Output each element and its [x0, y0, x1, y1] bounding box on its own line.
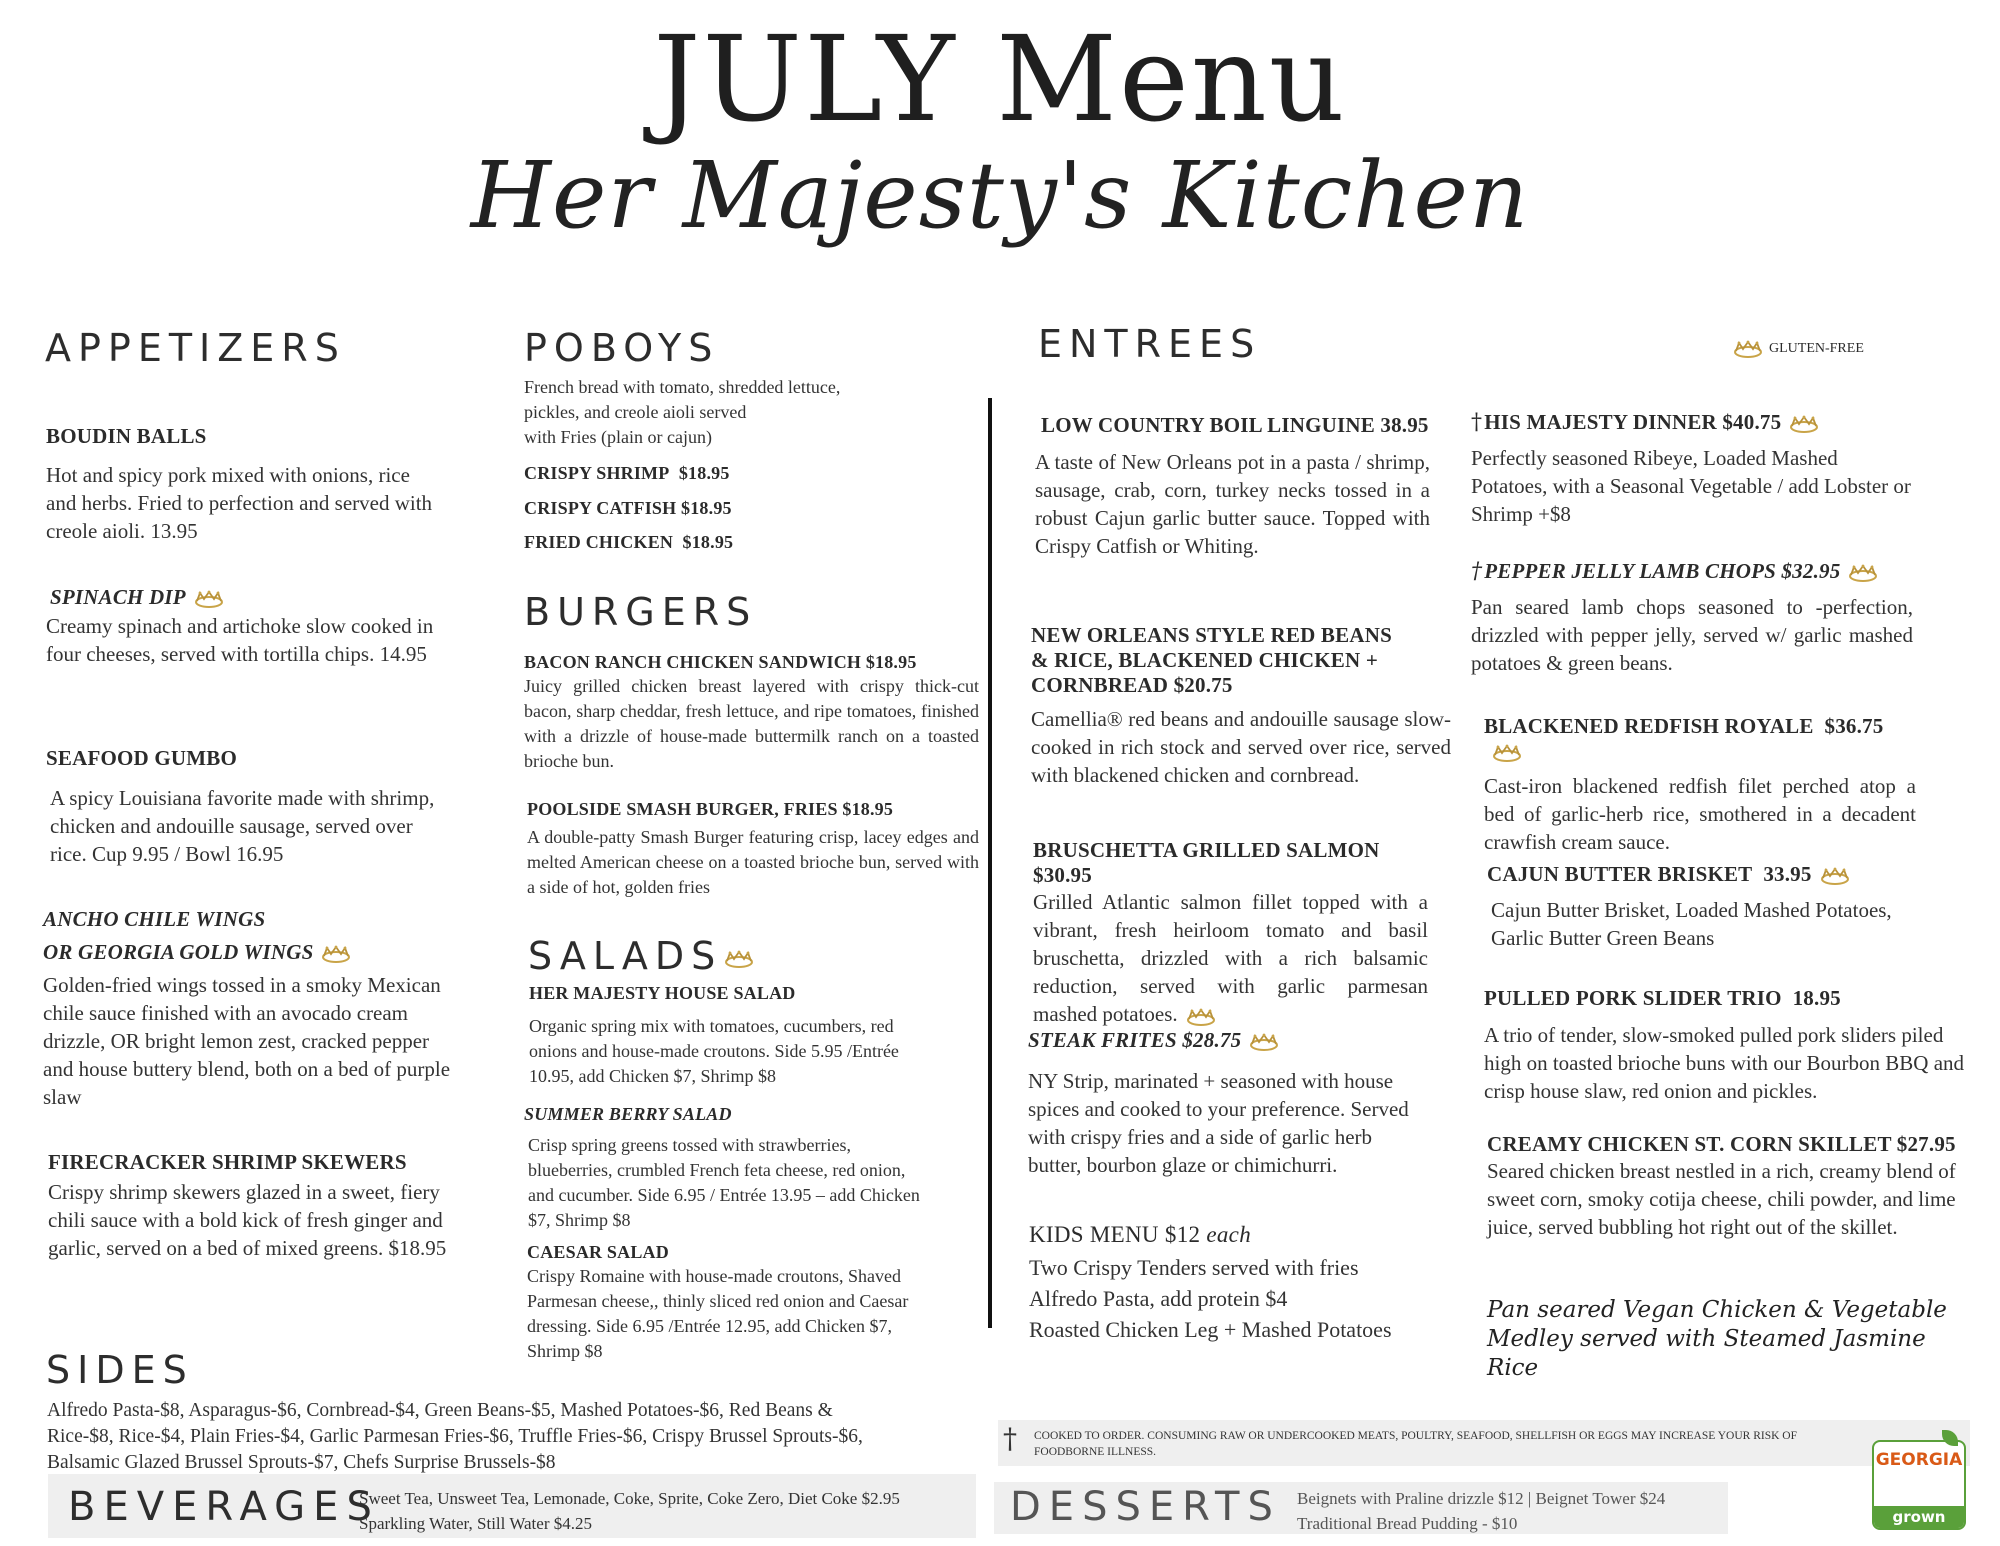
item-name: SEAFOOD GUMBO [46, 746, 238, 770]
poboys-list [524, 463, 944, 554]
crown-icon [1820, 867, 1850, 885]
kids-menu-lines: Two Crispy Tenders served with fries Alfredo Pasta, add protein $4 Roasted Chicken Leg + Mashed Potatoes [1029, 1255, 1392, 1342]
beverages-heading: BEVERAGES [68, 1484, 380, 1530]
entree-item [1487, 862, 1927, 952]
appetizer-item [48, 1150, 473, 1262]
desserts-heading: DESSERTS [1010, 1484, 1281, 1530]
item-name-line: ANCHO CHILE WINGS [43, 907, 266, 931]
poboy-item: FRIED CHICKEN $18.95 [524, 532, 734, 553]
item-name: CAJUN BUTTER BRISKET 33.95 [1487, 862, 1927, 887]
salad-item [524, 1104, 929, 1233]
burger-item [527, 799, 979, 900]
dagger-icon: † [1003, 1422, 1017, 1455]
crown-icon [1789, 415, 1819, 433]
crown-icon [1249, 1033, 1279, 1051]
item-description: Cajun Butter Brisket, Loaded Mashed Potatoes, Garlic Butter Green Beans [1491, 898, 1892, 951]
entrees-heading: ENTREES [1038, 322, 1262, 366]
crown-icon [194, 590, 224, 608]
appetizers-heading: APPETIZERS [45, 326, 346, 370]
item-name: BLACKENED REDFISH ROYALE $36.75 [1484, 714, 1916, 764]
entree-item [1484, 986, 1966, 1105]
poboy-item: CRISPY SHRIMP $18.95 [524, 463, 730, 483]
crown-icon [1848, 564, 1878, 582]
vegan-special: Pan seared Vegan Chicken & Vegetable Medley served with Steamed Jasmine Rice [1487, 1297, 1947, 1381]
item-name: PULLED PORK SLIDER TRIO 18.95 [1484, 986, 1841, 1010]
kids-menu-title: KIDS MENU $12 each [1029, 1222, 1251, 1247]
desserts-list: Beignets with Praline drizzle $12 | Beignet Tower $24 Traditional Bread Pudding - $10 [1297, 1489, 1666, 1533]
crown-icon [1733, 340, 1763, 358]
item-name: STEAK FRITES $28.75 [1028, 1028, 1420, 1053]
item-name: †HIS MAJESTY DINNER $40.75 [1471, 410, 1911, 436]
dagger-icon: † [1471, 559, 1483, 584]
item-description: Golden-fried wings tossed in a smoky Mexican chile sauce finished with an avocado cream drizzle, OR bright lemon zest, cracked pepper and house buttery blend, both on a bed of purple slaw [43, 973, 451, 1110]
appetizer-item [46, 424, 436, 545]
item-name: †PEPPER JELLY LAMB CHOPS $32.95 [1471, 559, 1913, 585]
appetizer-item [46, 746, 446, 868]
sides-heading: SIDES [46, 1348, 194, 1392]
item-name-line: CORNBREAD $20.75 [1031, 673, 1233, 698]
dagger-icon: † [1471, 410, 1483, 435]
item-name: CAESAR SALAD [527, 1242, 669, 1262]
item-description: Seared chicken breast nestled in a rich, creamy blend of sweet corn, smoky cotija cheese, chili powder, and lime juice, served bubbling hot right out of the skillet. [1487, 1159, 1956, 1240]
item-description: A taste of New Orleans pot in a pasta / shrimp, sausage, crab, corn, turkey necks tossed in a robust Cajun garlic butter sauce. Topped with Crispy Catfish or Whiting. [1035, 450, 1430, 559]
item-description: A trio of tender, slow-smoked pulled pork sliders piled high on toasted brioche buns with our Bourbon BBQ and crisp house slaw, red onion and pickles. [1484, 1023, 1965, 1104]
item-description: Grilled Atlantic salmon fillet topped with a vibrant, fresh heirloom tomato and basil bruschetta, drizzled with a rich balsamic reduction, served with garlic parmesan mashed potatoes. [1033, 890, 1428, 1027]
item-name-line: NEW ORLEANS STYLE RED BEANS [1031, 623, 1392, 647]
item-name: SPINACH DIP [46, 585, 436, 610]
gluten-free-legend [1733, 340, 1864, 358]
entree-item [1035, 413, 1430, 560]
item-name: FIRECRACKER SHRIMP SKEWERS [48, 1150, 407, 1174]
menu-title: JULY Menu [653, 10, 1347, 148]
entree-item [1033, 838, 1428, 1028]
item-name: SUMMER BERRY SALAD [524, 1104, 732, 1124]
item-name: BRUSCHETTA GRILLED SALMON $30.95 [1033, 838, 1380, 888]
restaurant-name: Her Majesty's Kitchen [470, 142, 1530, 249]
food-safety-disclaimer: COOKED TO ORDER. CONSUMING RAW OR UNDERCOOKED MEATS, POULTRY, SEAFOOD, SHELLFISH OR EGGS MAY INCREASE YOUR RISK OF FOODBORNE ILLNESS. [1034, 1430, 1797, 1458]
poboy-item: CRISPY CATFISH $18.95 [524, 497, 732, 518]
item-name-line: & RICE, BLACKENED CHICKEN + [1031, 648, 1378, 673]
item-name: CREAMY CHICKEN ST. CORN SKILLET $27.95 [1487, 1132, 1956, 1156]
item-name: BOUDIN BALLS [46, 424, 207, 448]
salads-heading: SALADS [528, 934, 754, 978]
item-name: BACON RANCH CHICKEN SANDWICH $18.95 [524, 652, 917, 672]
kids-menu [1029, 1222, 1459, 1345]
crown-icon [321, 945, 351, 963]
entree-item [1031, 623, 1451, 789]
item-description: Crisp spring greens tossed with strawberries, blueberries, crumbled French feta cheese, red onion, and cucumber. Side 6.95 / Entrée 13.95 – add Chicken $7, Shrimp $8 [528, 1134, 920, 1230]
item-description: Perfectly seasoned Ribeye, Loaded Mashed Potatoes, with a Seasonal Vegetable / add Lobster or Shrimp +$8 [1471, 446, 1911, 527]
poboys-heading: POBOYS [524, 326, 720, 370]
poboys-intro: French bread with tomato, shredded lettuce, pickles, and creole aioli served with Fries (plain or cajun) [524, 377, 841, 447]
entree-item [1484, 714, 1916, 856]
item-name: POOLSIDE SMASH BURGER, FRIES $18.95 [527, 799, 894, 819]
item-description: Camellia® red beans and andouille sausage slow-cooked in rich stock and served over rice, served with blackened chicken and cornbread. [1031, 706, 1451, 787]
column-divider [988, 398, 992, 1328]
crown-icon [1186, 1008, 1216, 1026]
appetizer-item [43, 907, 463, 1111]
crown-icon [1492, 744, 1522, 762]
entree-item [1471, 559, 1913, 677]
crown-icon [724, 950, 754, 968]
entree-item [1471, 410, 1911, 528]
entree-item [1028, 1028, 1420, 1179]
salad-item [529, 983, 929, 1089]
georgia-grown-logo: GEORGIA grown [1872, 1440, 1966, 1530]
burgers-heading: BURGERS [524, 590, 758, 634]
item-name: LOW COUNTRY BOIL LINGUINE 38.95 [1041, 413, 1429, 437]
item-description: Cast-iron blackened redfish filet perched atop a bed of garlic-herb rice, smothered in a decadent crawfish cream sauce. [1484, 774, 1916, 855]
appetizer-item [46, 585, 436, 668]
entree-item [1487, 1132, 1957, 1241]
item-description: Crispy Romaine with house-made croutons, Shaved Parmesan cheese,, thinly sliced red onion and Caesar dressing. Side 6.95 /Entrée 12.95, add Chicken $7, Shrimp $8 [527, 1265, 909, 1361]
item-description: Creamy spinach and artichoke slow cooked in four cheeses, served with tortilla chips. 14.95 [46, 614, 434, 667]
item-description: A spicy Louisiana favorite made with shrimp, chicken and andouille sausage, served over rice. Cup 9.95 / Bowl 16.95 [50, 786, 435, 867]
item-description: Hot and spicy pork mixed with onions, rice and herbs. Fried to perfection and served with creole aioli. 13.95 [46, 463, 433, 544]
item-description: Juicy grilled chicken breast layered with crispy thick-cut bacon, sharp cheddar, fresh lettuce, and ripe tomatoes, finished with a drizzle of house-made buttermilk ranch on a toasted brioche bun. [524, 675, 979, 771]
sides-list: Alfredo Pasta-$8, Asparagus-$6, Cornbread-$4, Green Beans-$5, Mashed Potatoes-$6, Red Beans & Rice-$8, Rice-$4, Plain Fries-$4, Garlic Parmesan Fries-$6, Truffle Fries-$6, Crispy Brussel Sprouts-$6, Balsamic Glazed Brussel Sprouts-$7, Chefs Surprise Brussels-$8 [47, 1400, 863, 1473]
beverages-list: Sweet Tea, Unsweet Tea, Lemonade, Coke, Sprite, Coke Zero, Diet Coke $2.95 Sparkling Water, Still Water $4.25 [359, 1489, 900, 1533]
salad-item [527, 1242, 942, 1364]
item-description: NY Strip, marinated + seasoned with house spices and cooked to your preference. Served with crispy fries and a side of garlic herb butter, bourbon glaze or chimichurri. [1028, 1069, 1409, 1178]
item-name-line: OR GEORGIA GOLD WINGS [43, 940, 463, 965]
gluten-free-label: GLUTEN-FREE [1769, 341, 1864, 357]
item-description: Organic spring mix with tomatoes, cucumbers, red onions and house-made croutons. Side 5.95 /Entrée 10.95, add Chicken $7, Shrimp $8 [529, 1015, 899, 1086]
burger-item [524, 652, 979, 774]
item-description: Pan seared lamb chops seasoned to -perfection, drizzled with pepper jelly, served w/ garlic mashed potatoes & green beans. [1471, 595, 1913, 676]
item-name: HER MAJESTY HOUSE SALAD [529, 983, 796, 1003]
item-description: A double-patty Smash Burger featuring crisp, lacey edges and melted American cheese on a toasted brioche bun, served with a side of hot, golden fries [527, 826, 979, 897]
item-description: Crispy shrimp skewers glazed in a sweet, fiery chili sauce with a bold kick of fresh ginger and garlic, served on a bed of mixed greens. $18.95 [48, 1180, 447, 1261]
